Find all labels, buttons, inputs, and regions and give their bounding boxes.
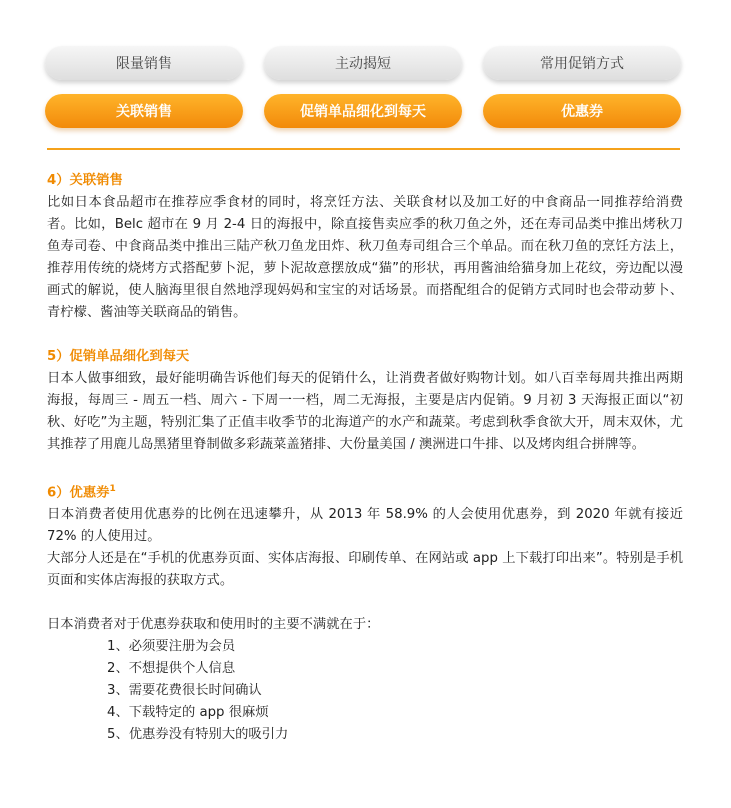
- related-sales-button[interactable]: 关联销售: [45, 94, 243, 128]
- category-button-grid: [45, 46, 681, 142]
- limited-sale-button[interactable]: 限量销售: [45, 46, 243, 80]
- coupon-complaints: [47, 614, 683, 746]
- complaints-intro: 日本消费者对于优惠券获取和使用时的主要不满就在于：: [47, 617, 380, 633]
- section-coupon: [47, 478, 683, 592]
- article-content: [47, 170, 683, 768]
- coupon-button[interactable]: 优惠券: [483, 94, 681, 128]
- section-daily-promotion: [47, 346, 683, 456]
- list-item: 2、不想提供个人信息: [107, 661, 236, 677]
- self-disclosure-button[interactable]: 主动揭短: [264, 46, 462, 80]
- list-item: 3、需要花费很长时间确认: [107, 683, 262, 699]
- list-item: 5、优惠券没有特别大的吸引力: [107, 727, 289, 743]
- button-row-1: [45, 46, 681, 80]
- list-item: 1、必须要注册为会员: [107, 639, 236, 655]
- orange-divider: [47, 148, 680, 150]
- section-paragraph: 日本人做事细致，最好能明确告诉他们每天的促销什么，让消费者做好购物计划。如八百幸每周共推出两期海报，每周三 - 周五一档、周六 - 下周一一档，周二无海报，主要是店内促销。9 月初 3 天海报正面以“初秋、好吃”为主题，特别汇集了正值丰收季节的北海道产的水产和蔬菜。考虑到秋季食欲大开，周末双休，尤其推荐了用鹿儿岛黑猪里脊制做多彩蔬菜盖猪排、大份量美国 / 澳洲进口牛排、以及烤肉组合拼牌等。: [47, 371, 683, 452]
- section-title-text: 6）优惠券: [47, 485, 110, 501]
- section-title: 4）关联销售: [47, 173, 123, 188]
- section-paragraph: 大部分人还是在“手机的优惠券页面、实体店海报、印刷传单、在网站或 app 上下载打印出来”。特别是手机页面和实体店海报的获取方式。: [47, 551, 683, 589]
- section-paragraph: 日本消费者使用优惠券的比例在迅速攀升，从 2013 年 58.9% 的人会使用优惠券，到 2020 年就有接近 72% 的人使用过。: [47, 507, 683, 545]
- section-related-sales: [47, 170, 683, 324]
- button-row-2: [45, 94, 681, 128]
- section-title: [47, 478, 683, 504]
- complaints-list: [47, 636, 683, 746]
- common-promotion-button[interactable]: 常用促销方式: [483, 46, 681, 80]
- list-item: 4、下载特定的 app 很麻烦: [107, 705, 269, 721]
- section-paragraph: 比如日本食品超市在推荐应季食材的同时，将烹饪方法、关联食材以及加工好的中食商品一同推荐给消费者。比如，Belc 超市在 9 月 2-4 日的海报中，除直接售卖应季的秋刀鱼之外，还在寿司品类中推出烤秋刀鱼寿司卷、中食商品类中推出三陆产秋刀鱼龙田炸、秋刀鱼寿司组合三个单品。而在秋刀鱼的烹饪方法上，推荐用传统的烧烤方式搭配萝卜泥，萝卜泥故意摆放成“猫”的形状，再用酱油给猫身加上花纹，旁边配以漫画式的解说，使人脑海里很自然地浮现妈妈和宝宝的对话场景。而搭配组合的促销方式同时也会带动萝卜、青柠檬、酱油等关联商品的销售。: [47, 195, 683, 320]
- section-title: 5）促销单品细化到每天: [47, 349, 190, 364]
- footnote-marker: 1: [109, 484, 116, 494]
- daily-promotion-button[interactable]: 促销单品细化到每天: [264, 94, 462, 128]
